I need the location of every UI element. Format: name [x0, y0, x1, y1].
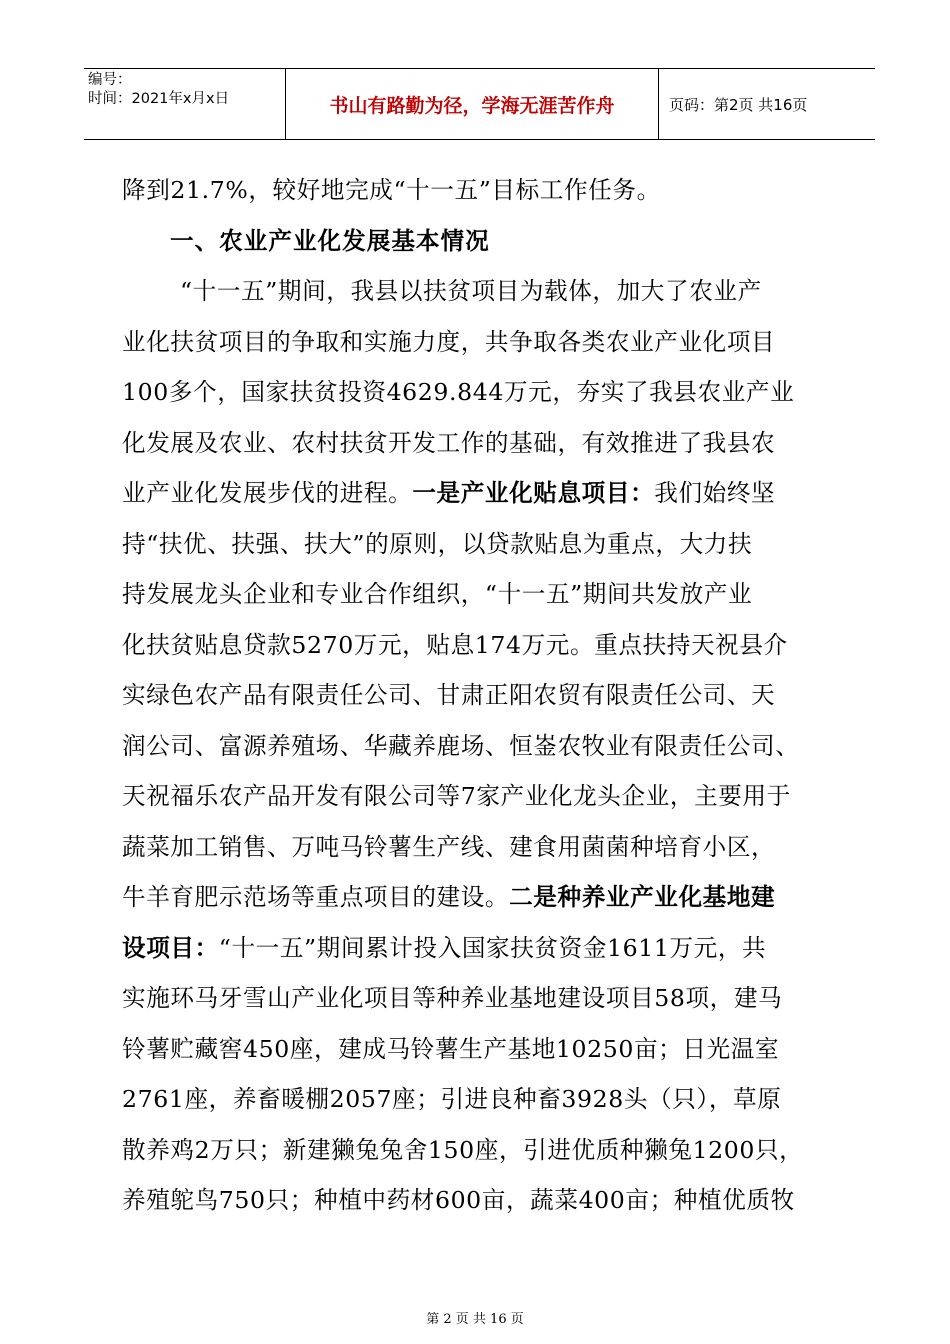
header-meta: [84, 69, 286, 139]
body-text: 持“扶优、扶强、扶大”的原则，以贷款贴息为重点，大力扶: [122, 529, 753, 558]
page-header: [84, 68, 875, 140]
body-text: 天祝福乐农产品开发有限公司等7家产业化龙头企业，主要用于: [122, 782, 791, 810]
paragraph-line: [122, 468, 834, 519]
bold-text: 二是种养业产业化基地建: [509, 883, 776, 911]
body-text: 实绿色农产品有限责任公司、甘肃正阳农贸有限责任公司、天: [122, 681, 776, 709]
document-body: [122, 165, 834, 1226]
paragraph-line: [122, 165, 834, 216]
body-text: 降到21.7%，较好地完成“十一五”目标工作任务。: [122, 176, 661, 204]
body-text: 化发展及农业、农村扶贫开发工作的基础，有效推进了我县农: [122, 428, 776, 457]
body-text: 业化扶贫项目的争取和实施力度，共争取各类农业产业化项目: [122, 327, 776, 356]
body-text: “十一五”期间累计投入国家扶贫资金1611万元，共: [218, 933, 767, 962]
body-text: 我们始终坚: [654, 479, 776, 507]
paragraph-line: [122, 1125, 834, 1176]
header-page-info: 页码：第2页 共16页: [669, 95, 808, 114]
document-time-label: 时间：2021年x月x日: [88, 91, 230, 107]
body-text: 2761座，养畜暖棚2057座；引进良种畜3928头（只），草原: [122, 1085, 782, 1113]
paragraph-line: [122, 620, 834, 671]
document-number-label: 编号：: [88, 72, 132, 88]
body-text: 业产业化发展步伐的进程。: [122, 479, 413, 507]
body-text: 养殖鸵鸟750只；种植中药材600亩，蔬菜400亩；种植优质牧: [122, 1186, 795, 1214]
body-text: 持发展龙头企业和专业合作组织，“十一五”期间共发放产业: [122, 580, 753, 608]
paragraph-line: [122, 923, 834, 974]
body-text: 散养鸡2万只；新建獭兔兔舍150座，引进优质种獭兔1200只，: [122, 1135, 804, 1164]
paragraph-line: [122, 973, 834, 1024]
paragraph-line: [122, 266, 834, 317]
paragraph-line: [122, 569, 834, 620]
page-footer: 第 2 页 共 16 页: [426, 1312, 524, 1327]
paragraph-line: [122, 519, 834, 570]
body-text: 100多个，国家扶贫投资4629.844万元，夯实了我县农业产业: [122, 378, 795, 406]
paragraph-line: [122, 670, 834, 721]
paragraph-line: [122, 1175, 834, 1226]
body-text: 铃薯贮藏窖450座，建成马铃薯生产基地10250亩；日光温室: [122, 1034, 780, 1063]
body-text: 润公司、富源养殖场、华藏养鹿场、恒崟农牧业有限责任公司、: [122, 731, 800, 760]
body-text: 化扶贫贴息贷款5270万元，贴息174万元。重点扶持天祝县介: [122, 630, 788, 659]
paragraph-line: [122, 721, 834, 772]
body-text: 实施环马牙雪山产业化项目等种养业基地建设项目58项，建马: [122, 984, 783, 1012]
paragraph-line: [122, 771, 834, 822]
paragraph-line: [122, 1024, 834, 1075]
paragraph-line: [122, 367, 834, 418]
paragraph-line: [122, 317, 834, 368]
paragraph-line: [122, 418, 834, 469]
bold-text: 设项目：: [122, 933, 219, 962]
body-text: “十一五”期间，我县以扶贫项目为载体，加大了农业产: [180, 277, 762, 305]
body-text: 蔬菜加工销售、万吨马铃薯生产线、建食用菌菌种培育小区，: [122, 832, 776, 861]
body-text: 牛羊育肥示范场等重点项目的建设。: [122, 883, 510, 911]
paragraph-line: [122, 1074, 834, 1125]
bold-text: 一是产业化贴息项目：: [412, 479, 655, 507]
header-motto: 书山有路勤为径，学海无涯苦作舟: [286, 69, 659, 139]
paragraph-line: [122, 872, 834, 923]
paragraph-line: [122, 822, 834, 873]
section-heading: 一、农业产业化发展基本情况: [170, 226, 490, 255]
